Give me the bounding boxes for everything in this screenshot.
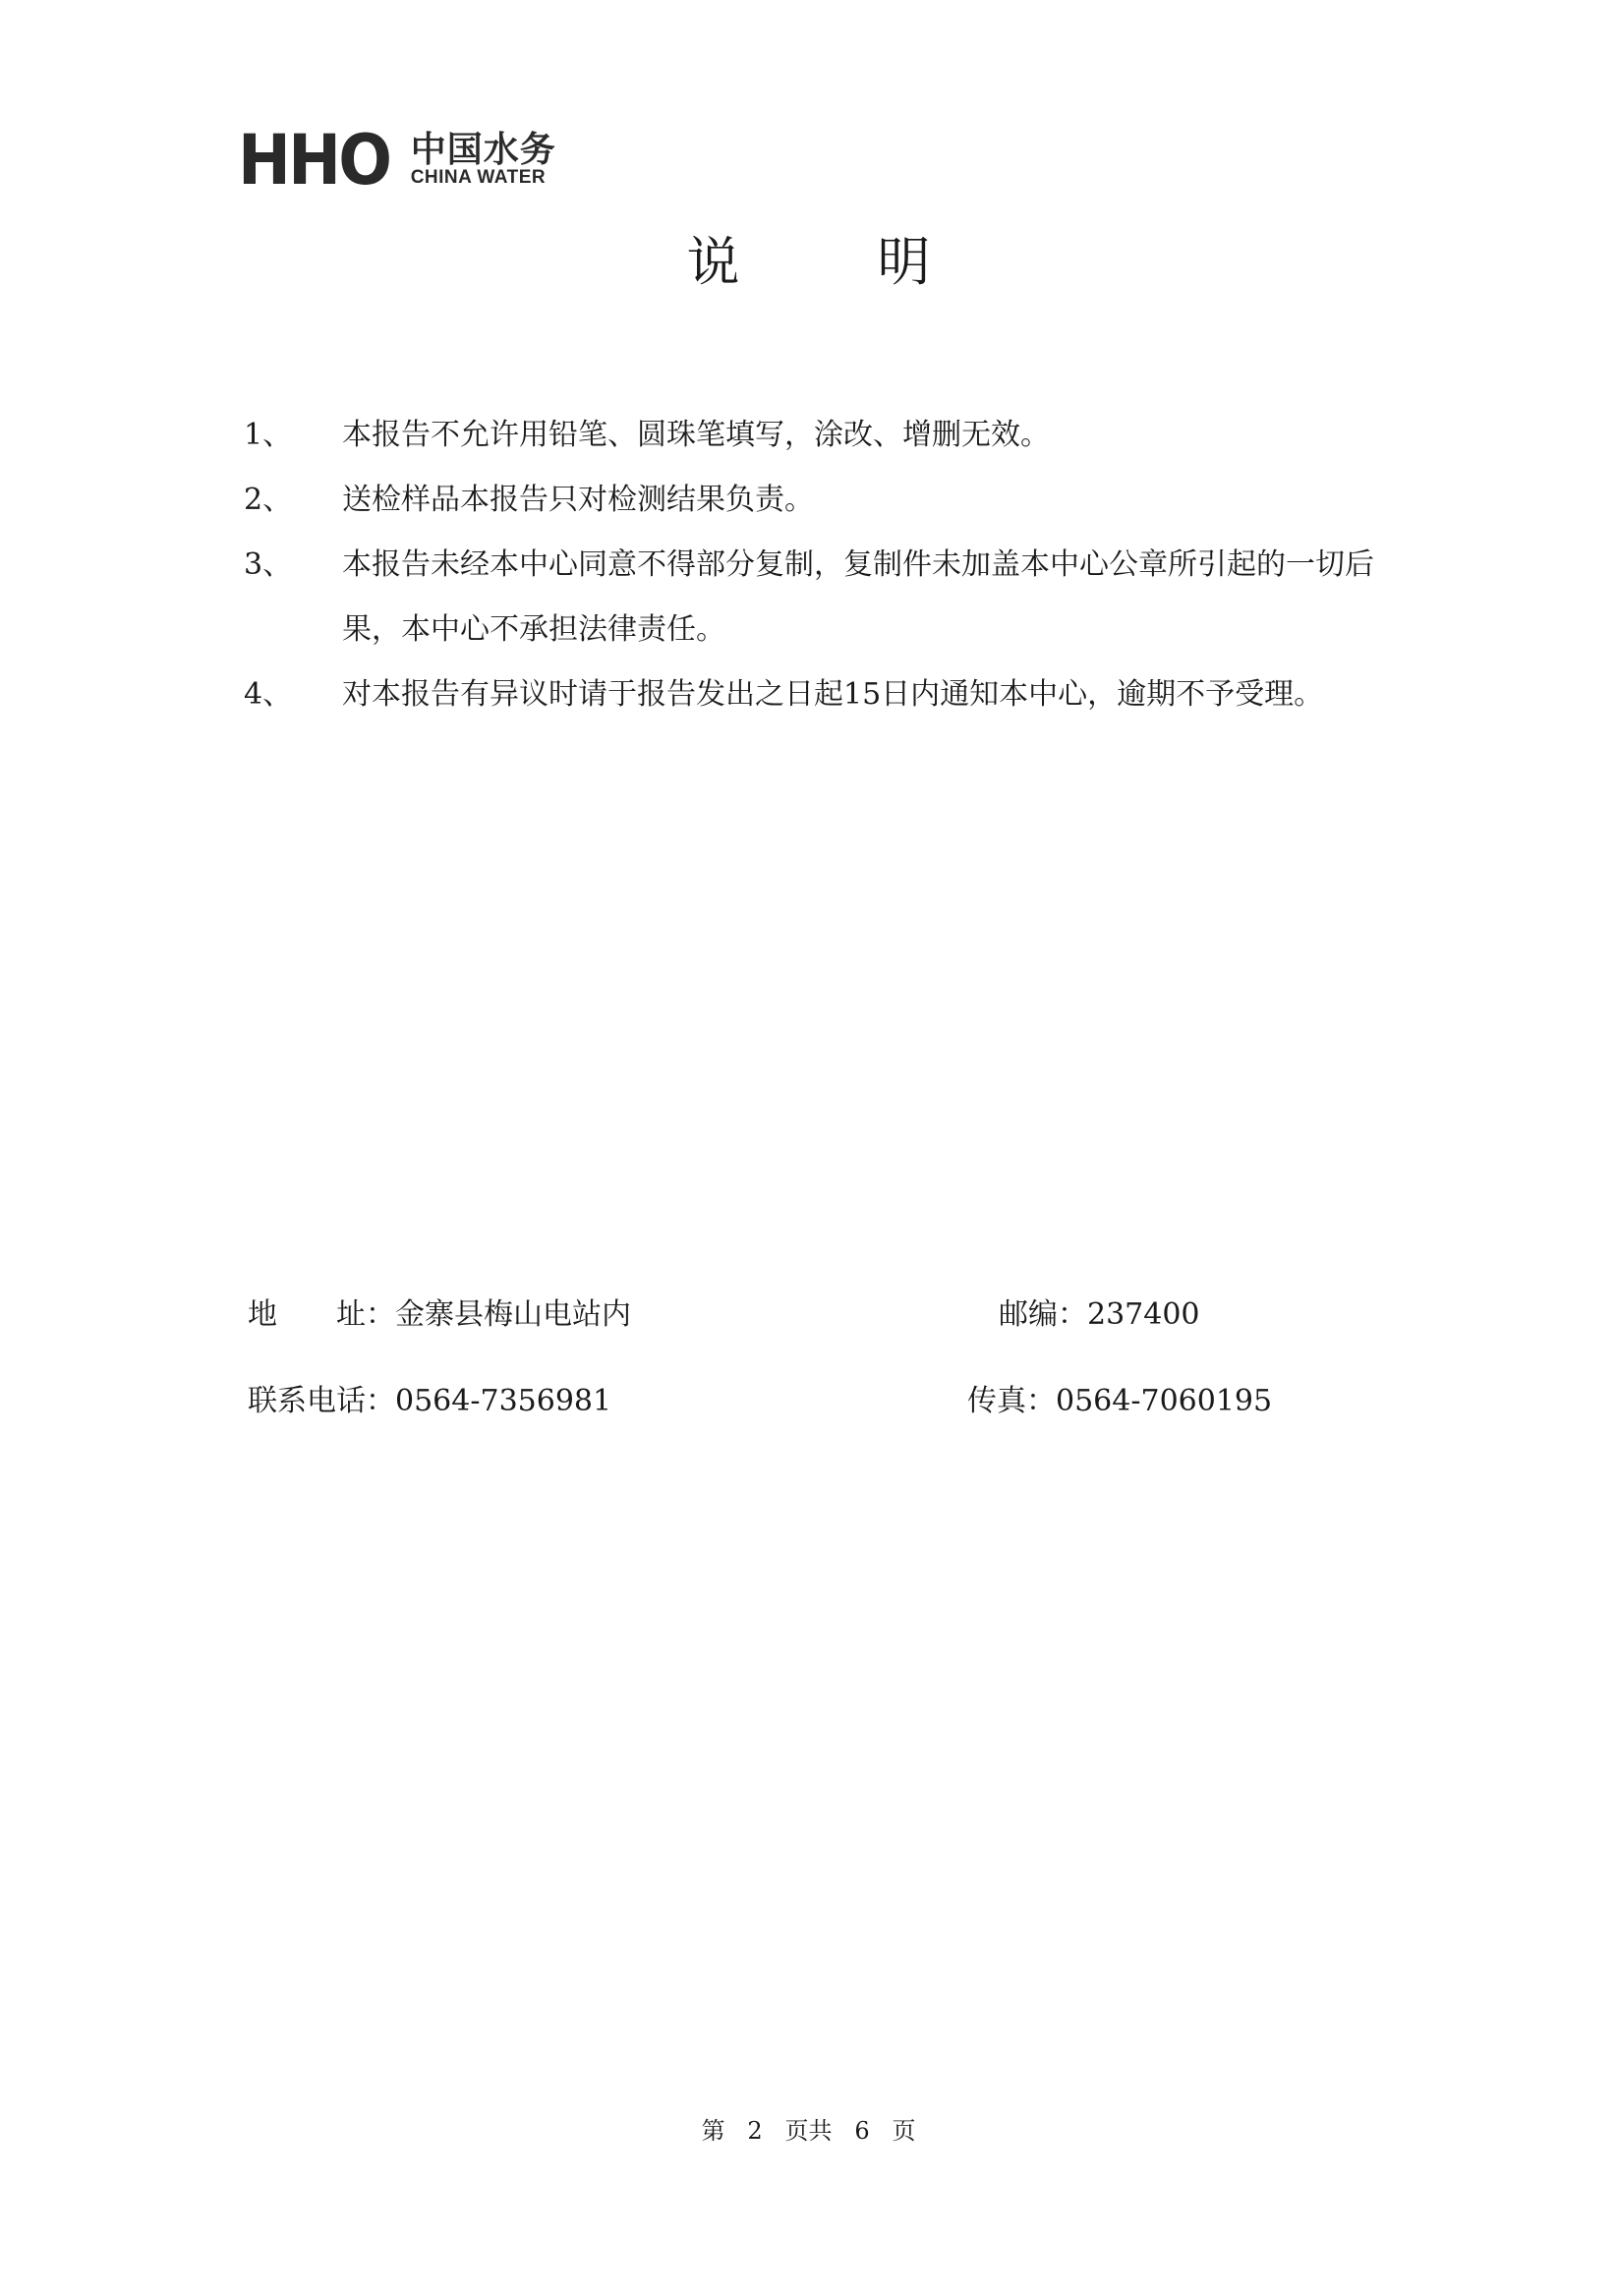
fax-row (967, 1382, 1272, 1421)
page-title: 说明 (686, 231, 1068, 293)
item-text: 对本报告有异议时请于报告发出之日起15日内通知本中心，逾期不予受理。 (342, 677, 1324, 712)
company-logo (238, 120, 556, 201)
postcode-label: 邮编： (999, 1297, 1087, 1332)
phone-label: 联系电话： (248, 1384, 395, 1418)
postcode-row (999, 1295, 1200, 1335)
address-value: 金寨县梅山电站内 (395, 1297, 631, 1332)
item-number: 1、 (244, 418, 293, 452)
phone-row (248, 1382, 611, 1421)
logo-name-cn: 中国水务 (410, 129, 556, 170)
notes-list (244, 403, 1384, 727)
phone-value: 0564-7356981 (395, 1384, 612, 1418)
item-text: 本报告不允许用铅笔、圆珠笔填写，涂改、增删无效。 (342, 418, 1050, 452)
item-number: 2、 (244, 483, 293, 517)
logo-name-en: CHINA WATER (410, 167, 547, 189)
address-label: 地 址： (248, 1297, 395, 1332)
item-number: 4、 (244, 677, 293, 712)
fax-value: 0564-7060195 (1056, 1384, 1273, 1418)
address-row (248, 1295, 631, 1335)
item-number: 3、 (244, 547, 293, 582)
item-text: 送检样品本报告只对检测结果负责。 (342, 483, 814, 517)
logo-mark: HHO (238, 120, 390, 201)
list-item (244, 468, 1384, 533)
logo-text (410, 129, 556, 190)
fax-label: 传真： (967, 1384, 1056, 1418)
list-item (244, 403, 1384, 468)
list-item (244, 662, 1384, 727)
list-item (244, 533, 1384, 662)
page-number: 第 2 页共 6 页 (701, 2117, 916, 2145)
item-text: 本报告未经本中心同意不得部分复制，复制件未加盖本中心公章所引起的一切后果，本中心不承担法律责任。 (342, 547, 1374, 647)
postcode-value: 237400 (1087, 1297, 1200, 1332)
